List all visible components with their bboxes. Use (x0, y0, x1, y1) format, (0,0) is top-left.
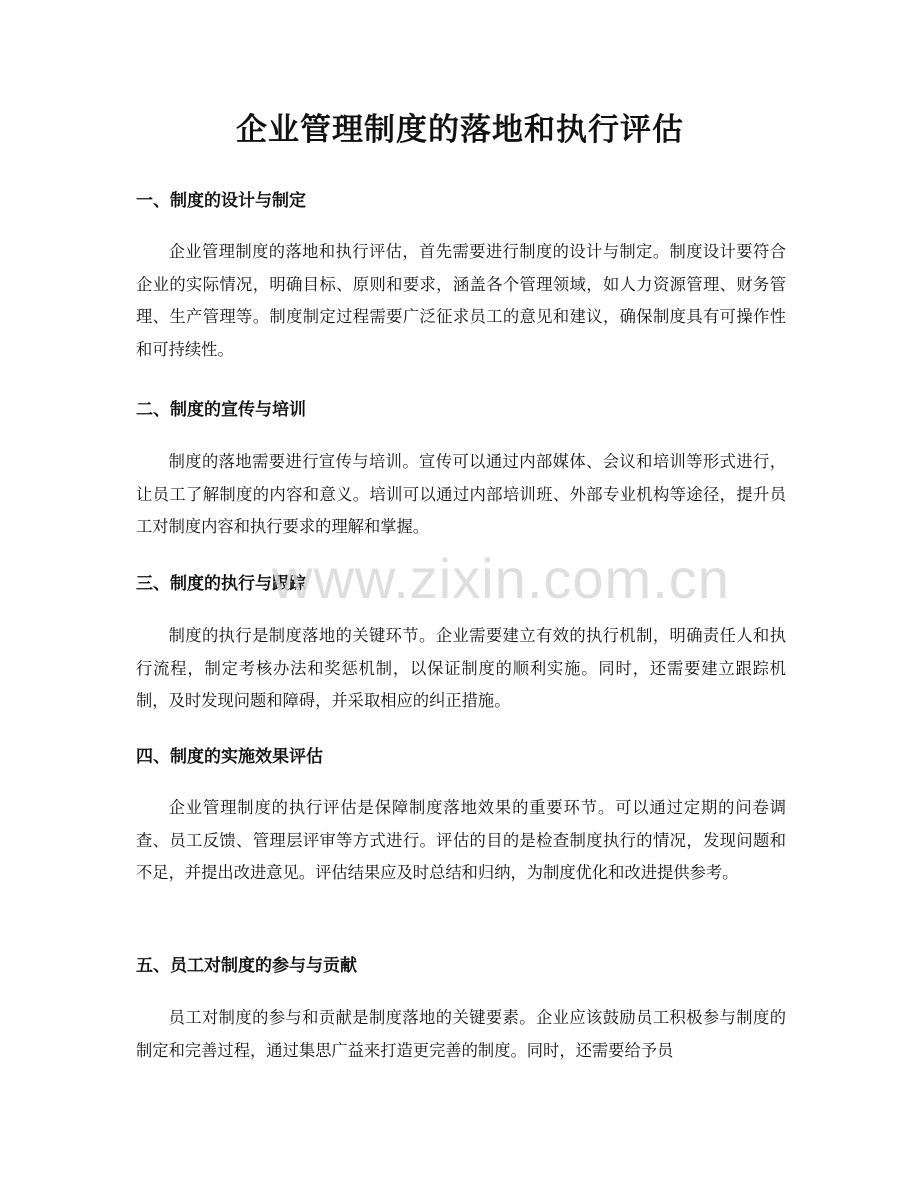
section-paragraph-5: 员工对制度的参与和贡献是制度落地的关键要素。企业应该鼓励员工积极参与制度的制定和完善过程，通过集思广益来打造更完善的制度。同时，还需要给予员 (136, 1008, 786, 1060)
section-heading-5: 五、员工对制度的参与与贡献 (136, 956, 357, 976)
section-heading-3: 三、制度的执行与跟踪 (136, 574, 306, 594)
section-paragraph-4: 企业管理制度的执行评估是保障制度落地效果的重要环节。可以通过定期的问卷调查、员工反馈、管理层评审等方式进行。评估的目的是检查制度执行的情况，发现问题和不足，并提出改进意见。评估结果应及时总结和归纳，为制度优化和改进提供参考。 (136, 798, 786, 882)
section-paragraph-3: 制度的执行是制度落地的关键环节。企业需要建立有效的执行机制，明确责任人和执行流程，制定考核办法和奖惩机制，以保证制度的顺利实施。同时，还需要建立跟踪机制，及时发现问题和障碍，并采取相应的纠正措施。 (136, 626, 786, 710)
section-paragraph-2: 制度的落地需要进行宣传与培训。宣传可以通过内部媒体、会议和培训等形式进行，让员工了解制度的内容和意义。培训可以通过内部培训班、外部专业机构等途径，提升员工对制度内容和执行要求的理解和掌握。 (136, 452, 786, 536)
document-title: 企业管理制度的落地和执行评估 (236, 112, 684, 148)
section-heading-4: 四、制度的实施效果评估 (136, 747, 323, 767)
section-heading-1: 一、制度的设计与制定 (136, 191, 306, 211)
section-heading-2: 二、制度的宣传与培训 (136, 400, 306, 420)
watermark: www.zixin.com.cn (272, 547, 730, 610)
section-paragraph-1: 企业管理制度的落地和执行评估，首先需要进行制度的设计与制定。制度设计要符合企业的实际情况，明确目标、原则和要求，涵盖各个管理领域，如人力资源管理、财务管理、生产管理等。制度制定过程需要广泛征求员工的意见和建议，确保制度具有可操作性和可持续性。 (136, 242, 786, 359)
